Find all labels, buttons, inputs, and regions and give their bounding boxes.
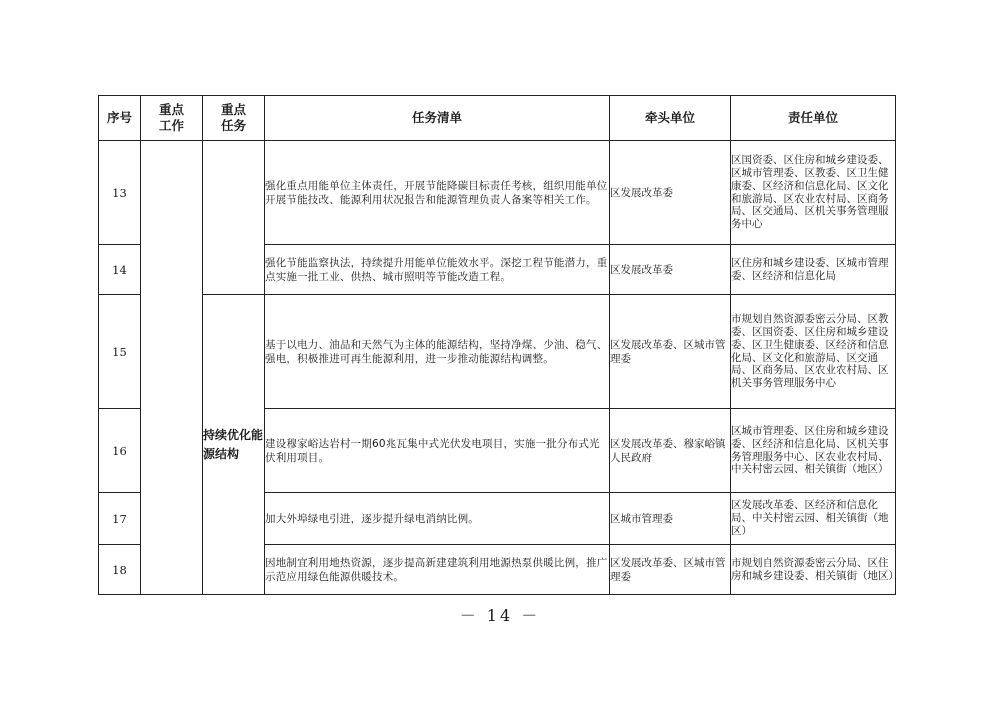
task-content: 强化重点用能单位主体责任，开展节能降碳目标责任考核，组织用能单位开展节能技改、能源利用状况报告和能源管理负责人备案等相关工作。 [265, 141, 610, 245]
lead-unit: 区发展改革委 [610, 245, 731, 295]
page-number: － 14 － [459, 606, 541, 625]
key-work-cell [141, 141, 203, 595]
header-no: 序号 [99, 96, 141, 141]
responsible-units: 区国资委、区住房和城乡建设委、区城市管理委、区教委、区卫生健康委、区经济和信息化局、区文化和旅游局、区农业农村局、区商务局、区交通局、区机关事务管理服务中心 [731, 141, 896, 245]
task-content: 加大外埠绿电引进，逐步提升绿电消纳比例。 [265, 493, 610, 545]
responsible-units: 市规划自然资源委密云分局、区教委、区国资委、区住房和城乡建设委、区卫生健康委、区经济和信息化局、区文化和旅游局、区交通局、区商务局、区农业农村局、区机关事务管理服务中心 [731, 295, 896, 409]
task-table [98, 95, 899, 595]
key-task-energy-structure: 持续优化能源结构 [203, 295, 265, 595]
responsible-units: 区城市管理委、区住房和城乡建设委、区经济和信息化局、区机关事务管理服务中心、区农业农村局、中关村密云园、相关镇街（地区） [731, 409, 896, 493]
table-row [99, 295, 896, 409]
task-content: 强化节能监察执法，持续提升用能单位能效水平。深挖工程节能潜力，重点实施一批工业、供热、城市照明等节能改造工程。 [265, 245, 610, 295]
row-number: 14 [99, 245, 141, 295]
key-task-cell-empty [203, 141, 265, 295]
responsible-units: 市规划自然资源委密云分局、区住房和城乡建设委、相关镇街（地区） [731, 545, 896, 595]
header-task: 重点任务 [203, 96, 265, 141]
lead-unit: 区发展改革委、区城市管理委 [610, 295, 731, 409]
row-number: 15 [99, 295, 141, 409]
row-number: 16 [99, 409, 141, 493]
lead-unit: 区发展改革委 [610, 141, 731, 245]
lead-unit: 区发展改革委、区城市管理委 [610, 545, 731, 595]
header-list: 任务清单 [265, 96, 610, 141]
lead-unit: 区发展改革委、穆家峪镇人民政府 [610, 409, 731, 493]
lead-unit: 区城市管理委 [610, 493, 731, 545]
header-resp: 责任单位 [731, 96, 896, 141]
responsible-units: 区发展改革委、区经济和信息化局、中关村密云园、相关镇街（地区） [731, 493, 896, 545]
header-lead: 牵头单位 [610, 96, 731, 141]
task-content: 建设穆家峪达岩村一期60兆瓦集中式光伏发电项目，实施一批分布式光伏利用项目。 [265, 409, 610, 493]
row-number: 13 [99, 141, 141, 245]
row-number: 17 [99, 493, 141, 545]
row-number: 18 [99, 545, 141, 595]
task-content: 因地制宜利用地热资源，逐步提高新建建筑利用地源热泵供暖比例，推广示范应用绿色能源供暖技术。 [265, 545, 610, 595]
responsible-units: 区住房和城乡建设委、区城市管理委、区经济和信息化局 [731, 245, 896, 295]
header-work: 重点工作 [141, 96, 203, 141]
task-content: 基于以电力、油品和天然气为主体的能源结构，坚持净煤、少油、稳气、强电，积极推进可再生能源利用，进一步推动能源结构调整。 [265, 295, 610, 409]
table-row [99, 141, 896, 245]
table-header-row [99, 96, 896, 141]
